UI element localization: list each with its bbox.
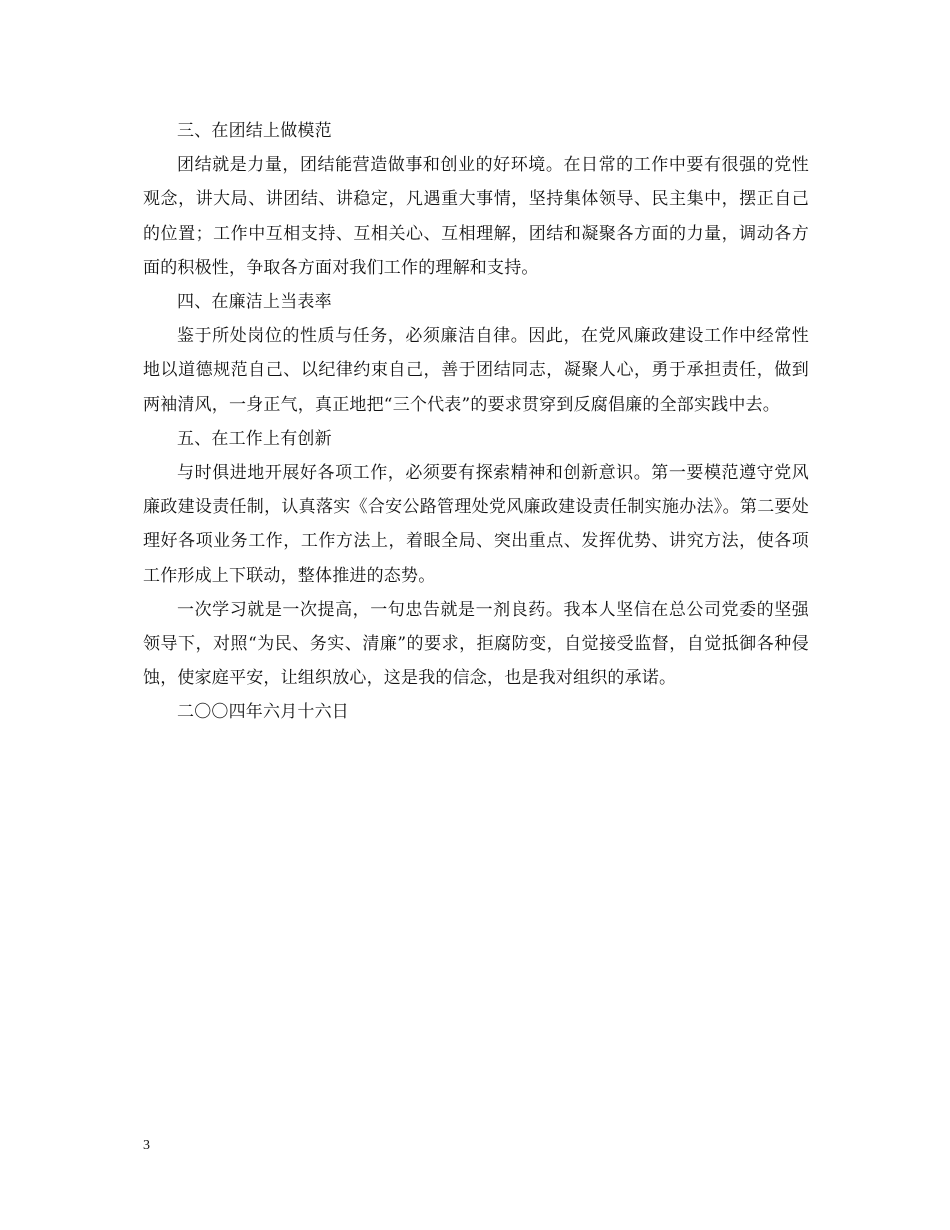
document-date: 二〇〇四年六月十六日 [177, 702, 349, 723]
section-heading-unity: 三、在团结上做模范 [177, 121, 332, 141]
section-heading-innovation: 五、在工作上有创新 [177, 428, 332, 449]
paragraph-integrity: 鉴于所处岗位的性质与任务，必须廉洁自律。因此，在党风廉政建设工作中经常性地以道德规范自己、以纪律约束自己，善于团结同志，凝聚人心，勇于承担责任，做到两袖清风，一身正气，真正地把“三个代表”的要求贯穿到反腐倡廉的全部实践中去。 [143, 326, 809, 415]
document-body [143, 114, 809, 730]
page-number: 3 [143, 1138, 150, 1153]
section-heading-integrity: 四、在廉洁上当表率 [177, 292, 332, 313]
paragraph-closing: 一次学习就是一次提高，一句忠告就是一剂良药。我本人坚信在总公司党委的坚强领导下，对照“为民、务实、清廉”的要求，拒腐防变，自觉接受监督，自觉抵御各种侵蚀，使家庭平安，让组织放心，这是我的信念，也是我对组织的承诺。 [143, 599, 809, 689]
paragraph-unity: 团结就是力量，团结能营造做事和创业的好环境。在日常的工作中要有很强的党性观念，讲大局、讲团结、讲稳定，凡遇重大事情，坚持集体领导、民主集中，摆正自己的位置；工作中互相支持、互相关心、互相理解，团结和凝聚各方面的力量，调动各方面的积极性，争取各方面对我们工作的理解和支持。 [143, 155, 809, 278]
paragraph-innovation: 与时俱进地开展好各项工作，必须要有探索精神和创新意识。第一要模范遵守党风廉政建设责任制，认真落实《合安公路管理处党风廉政建设责任制实施办法》。第二要处理好各项业务工作，工作方法上，着眼全局、突出重点、发挥优势、讲究方法，使各项工作形成上下联动，整体推进的态势。 [143, 463, 809, 586]
